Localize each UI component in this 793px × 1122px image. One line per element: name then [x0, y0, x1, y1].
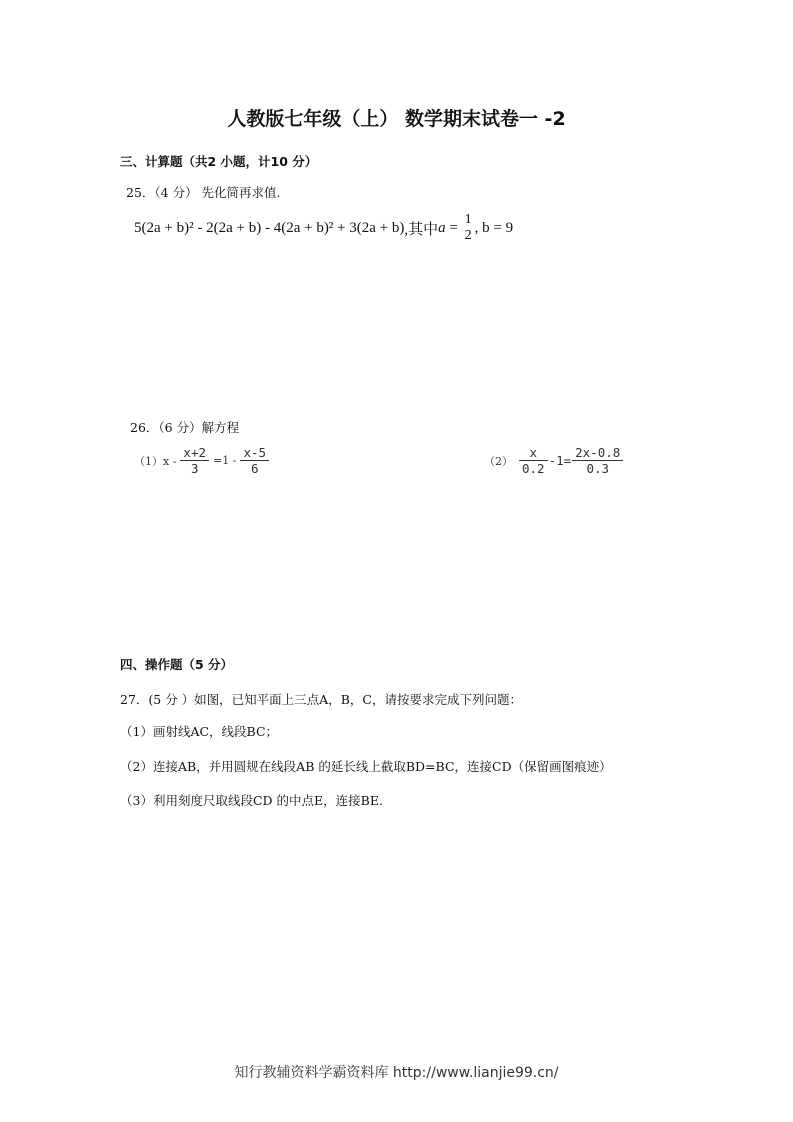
fraction-a-value	[462, 212, 475, 244]
section-4-heading: 四、操作题（5 分）	[120, 657, 234, 672]
equation-1	[134, 445, 269, 476]
page-title: 人教版七年级（上） 数学期末试卷一 -2	[227, 108, 566, 130]
question-25-expression	[134, 212, 513, 244]
fraction-numerator: x+2	[180, 445, 209, 461]
fraction-numerator: 2x-0.8	[572, 445, 623, 461]
section-3-heading: 三、计算题（共2 小题，计10 分）	[120, 154, 318, 169]
fraction-1b	[240, 445, 269, 476]
equation-1-middle: =1 -	[213, 454, 237, 467]
condition-b: , b = 9	[474, 219, 514, 236]
question-25-label: 25．（4 分） 先化简再求值.	[126, 185, 281, 200]
condition-prefix: ,其中	[404, 221, 439, 238]
footer-text: 知行教辅资料学霸资料库 http://www.lianjie99.cn/	[234, 1065, 559, 1081]
expression-text: 5(2a + b)² - 2(2a + b) - 4(2a + b)² + 3(2a + b)	[134, 219, 405, 236]
fraction-1a	[180, 445, 209, 476]
equation-2-prefix: （2）	[484, 454, 513, 468]
fraction-numerator: 1	[464, 212, 472, 227]
equation-1-prefix: （1）x -	[134, 454, 177, 468]
fraction-2a	[519, 445, 548, 476]
fraction-2b	[572, 445, 623, 476]
question-27-item-1: （1）画射线AC，线段BC；	[120, 724, 279, 739]
equation-2-middle: -1=	[548, 453, 572, 468]
equation-2	[484, 445, 623, 476]
question-27-label: 27．(5 分 ）如图，已知平面上三点A，B，C，请按要求完成下列问题：	[120, 692, 522, 707]
question-27-item-2: （2）连接AB，并用圆规在线段AB 的延长线上截取BD=BC，连接CD（保留画图痕迹）	[120, 759, 612, 774]
fraction-denominator: 3	[190, 461, 199, 476]
question-26-label: 26．（6 分）解方程	[130, 420, 240, 435]
fraction-denominator: 0.2	[522, 461, 545, 476]
fraction-numerator: x-5	[240, 445, 269, 461]
variable-a: a	[438, 219, 446, 236]
fraction-denominator: 2	[464, 228, 472, 243]
fraction-numerator: x	[519, 445, 548, 461]
question-27-item-3: （3）利用刻度尺取线段CD 的中点E，连接BE.	[120, 793, 383, 808]
fraction-denominator: 6	[250, 461, 259, 476]
equals-sign: =	[445, 219, 462, 236]
fraction-denominator: 0.3	[586, 461, 610, 476]
